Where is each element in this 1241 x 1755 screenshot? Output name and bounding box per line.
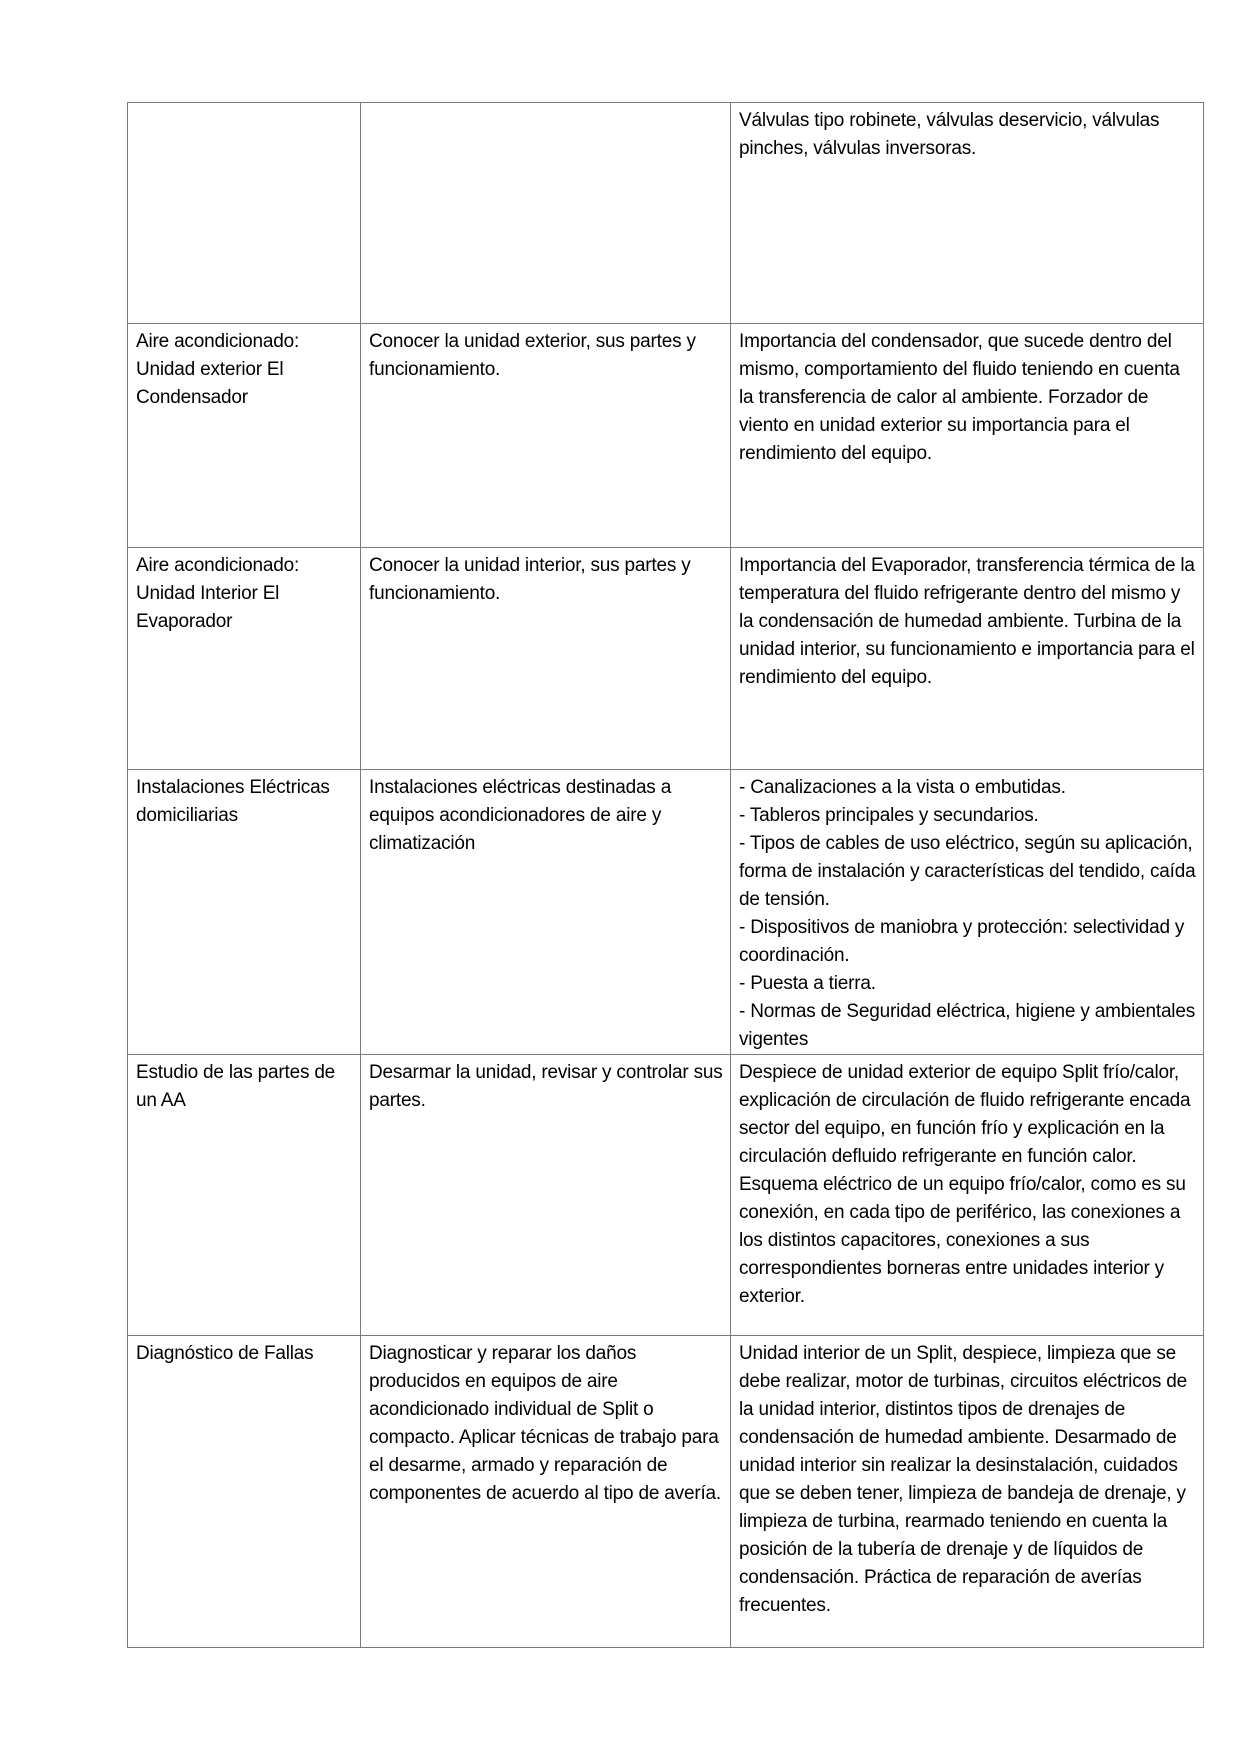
content-bullet: - Tableros principales y secundarios. (739, 805, 1039, 826)
objective-cell (361, 103, 731, 324)
objective-cell: Conocer la unidad exterior, sus partes y funcionamiento. (361, 324, 731, 548)
curriculum-table (127, 102, 1204, 1648)
topic-cell: Instalaciones Eléctricas domiciliarias (128, 770, 361, 1055)
table-row (128, 548, 1204, 770)
topic-cell: Aire acondicionado: Unidad exterior El Condensador (128, 324, 361, 548)
content-cell (731, 770, 1204, 1055)
content-cell: Importancia del condensador, que sucede dentro del mismo, comportamiento del fluido teniendo en cuenta la transferencia de calor al ambiente. Forzador de viento en unidad exterior su importancia para el rendimiento del equipo. (731, 324, 1204, 548)
content-bullet: - Tipos de cables de uso eléctrico, según su aplicación, forma de instalación y características del tendido, caída de tensión. (739, 833, 1196, 910)
table-row (128, 1055, 1204, 1336)
content-cell: Válvulas tipo robinete, válvulas deservicio, válvulas pinches, válvulas inversoras. (731, 103, 1204, 324)
content-bullet: - Normas de Seguridad eléctrica, higiene y ambientales vigentes (739, 1001, 1195, 1050)
content-bullet: - Canalizaciones a la vista o embutidas. (739, 777, 1066, 798)
table-row (128, 324, 1204, 548)
content-cell: Importancia del Evaporador, transferencia térmica de la temperatura del fluido refrigerante dentro del mismo y la condensación de humedad ambiente. Turbina de la unidad interior, su funcionamiento e importancia para el rendimiento del equipo. (731, 548, 1204, 770)
content-bullet: - Puesta a tierra. (739, 973, 876, 994)
objective-cell: Instalaciones eléctricas destinadas a equipos acondicionadores de aire y climatización (361, 770, 731, 1055)
topic-cell (128, 103, 361, 324)
objective-cell: Desarmar la unidad, revisar y controlar sus partes. (361, 1055, 731, 1336)
table-row (128, 1336, 1204, 1648)
content-cell: Despiece de unidad exterior de equipo Split frío/calor, explicación de circulación de fluido refrigerante encada sector del equipo, en función frío y explicación en la circulación defluido refrigerante en función calor. Esquema eléctrico de un equipo frío/calor, como es su conexión, en cada tipo de periférico, las conexiones a los distintos capacitores, conexiones a sus correspondientes borneras entre unidades interior y exterior. (731, 1055, 1204, 1336)
topic-cell: Estudio de las partes de un AA (128, 1055, 361, 1336)
topic-cell: Aire acondicionado: Unidad Interior El Evaporador (128, 548, 361, 770)
objective-cell: Conocer la unidad interior, sus partes y funcionamiento. (361, 548, 731, 770)
objective-cell: Diagnosticar y reparar los daños producidos en equipos de aire acondicionado individual de Split o compacto. Aplicar técnicas de trabajo para el desarme, armado y reparación de componentes de acuerdo al tipo de avería. (361, 1336, 731, 1648)
content-cell: Unidad interior de un Split, despiece, limpieza que se debe realizar, motor de turbinas, circuitos eléctricos de la unidad interior, distintos tipos de drenajes de condensación de humedad ambiente. Desarmado de unidad interior sin realizar la desinstalación, cuidados que se deben tener, limpieza de bandeja de drenaje, y limpieza de turbina, rearmado teniendo en cuenta la posición de la tubería de drenaje y de líquidos de condensación. Práctica de reparación de averías frecuentes. (731, 1336, 1204, 1648)
table-row (128, 103, 1204, 324)
topic-cell: Diagnóstico de Fallas (128, 1336, 361, 1648)
table-row (128, 770, 1204, 1055)
content-bullet: - Dispositivos de maniobra y protección: selectividad y coordinación. (739, 917, 1185, 966)
